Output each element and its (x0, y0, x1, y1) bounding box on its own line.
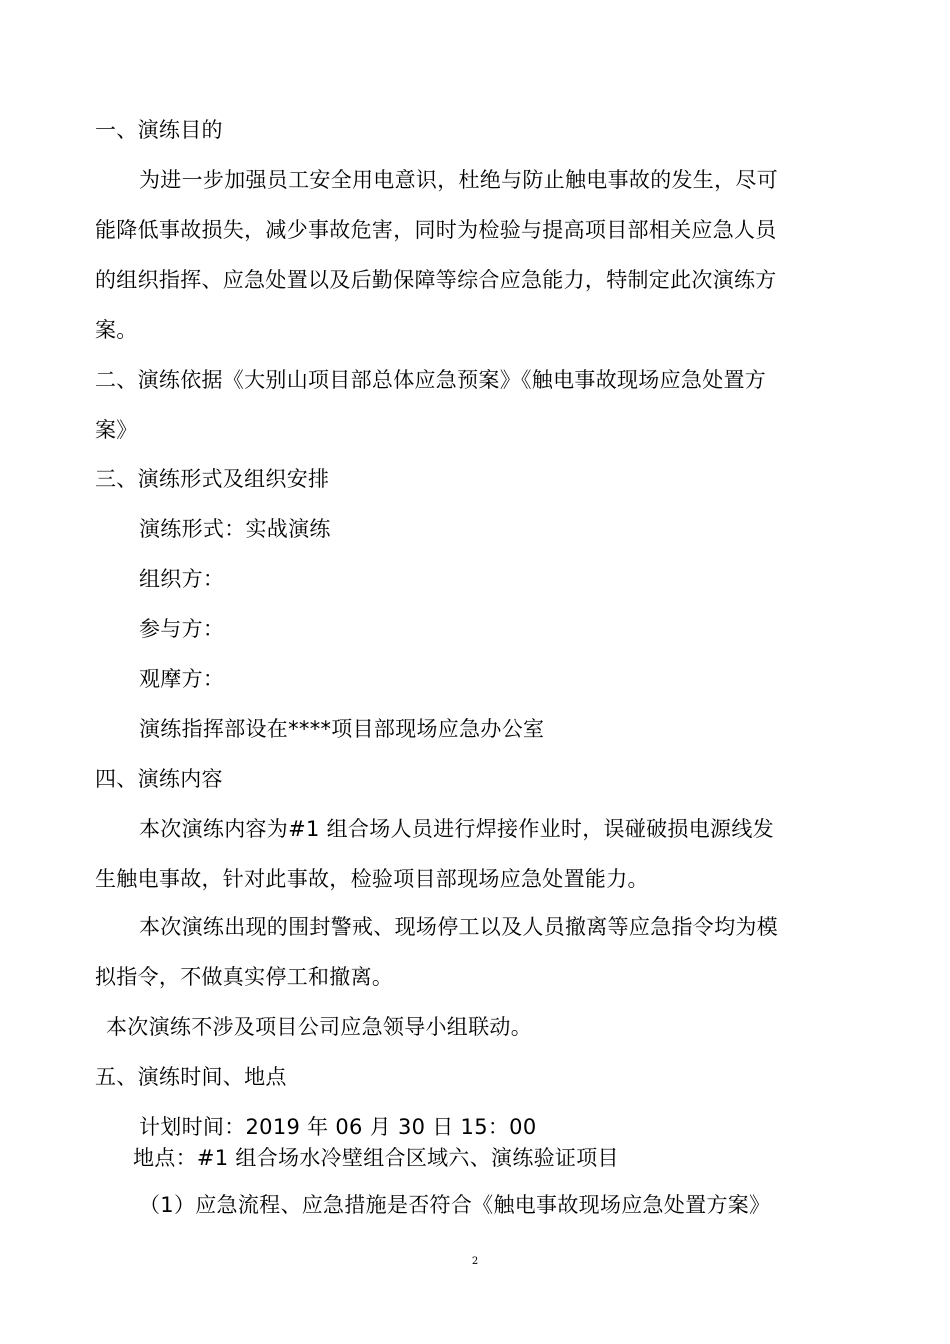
drill-form-line: 演练形式：实战演练 (139, 517, 331, 541)
section-4-paragraph-1-line-2: 生触电事故，针对此事故，检验项目部现场应急处置能力。 (95, 867, 649, 891)
organizer-line: 组织方： (139, 567, 225, 591)
section-5-heading: 五、演练时间、地点 (95, 1065, 287, 1089)
section-1-paragraph-line-1: 为进一步加强员工安全用电意识，杜绝与防止触电事故的发生，尽可 (139, 168, 778, 192)
section-1-paragraph-line-4: 案。 (95, 318, 138, 342)
section-3-heading: 三、演练形式及组织安排 (95, 467, 330, 491)
command-post-line: 演练指挥部设在****项目部现场应急办公室 (139, 717, 545, 741)
section-4-paragraph-3: 本次演练不涉及项目公司应急领导小组联动。 (106, 1015, 532, 1039)
verification-item-1: （1）应急流程、应急措施是否符合《触电事故现场应急处置方案》 (139, 1193, 771, 1217)
location-line: 地点：#1 组合场水冷壁组合区域六、演练验证项目 (133, 1146, 619, 1170)
section-2-heading-line-1: 二、演练依据《大别山项目部总体应急预案》《触电事故现场应急处置方 (95, 368, 767, 392)
section-4-paragraph-1-line-1: 本次演练内容为#1 组合场人员进行焊接作业时，误碰破损电源线发 (139, 817, 774, 841)
section-1-heading: 一、演练目的 (95, 118, 223, 142)
section-1-paragraph-line-3: 的组织指挥、应急处置以及后勤保障等综合应急能力，特制定此次演练方 (95, 268, 777, 292)
participants-line: 参与方： (139, 617, 225, 641)
page-number: 2 (471, 1256, 479, 1267)
section-2-heading-line-2: 案》 (95, 418, 138, 442)
section-4-paragraph-2-line-1: 本次演练出现的围封警戒、现场停工以及人员撤离等应急指令均为模 (139, 915, 778, 939)
section-4-heading: 四、演练内容 (95, 767, 223, 791)
planned-time-line: 计划时间：2019 年 06 月 30 日 15：00 (139, 1115, 537, 1139)
section-4-paragraph-2-line-2: 拟指令，不做真实停工和撤离。 (95, 965, 394, 989)
observers-line: 观摩方： (139, 667, 225, 691)
section-1-paragraph-line-2: 能降低事故损失，减少事故危害，同时为检验与提高项目部相关应急人员 (95, 218, 777, 242)
